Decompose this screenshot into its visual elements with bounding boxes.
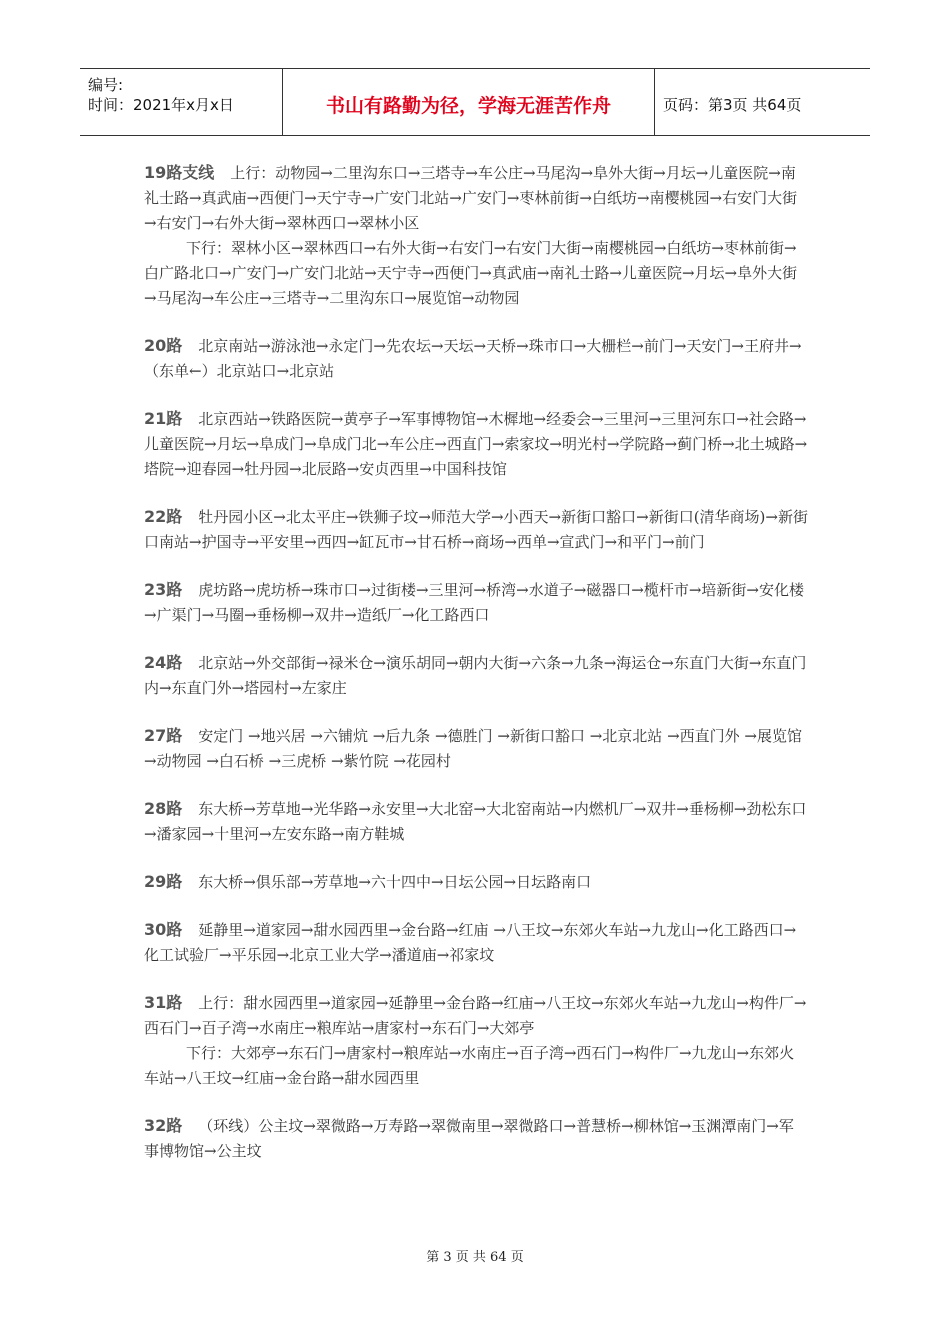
route-line: 上行：动物园→二里沟东口→三塔寺→车公庄→马尾沟→阜外大街→月坛→儿童医院→南礼士路→真武庙→西便门→天宁寺→广安门北站→广安门→枣林前街→白纸坊→南樱桃园→右安门大街→右安门→右外大街→翠林西口→翠林小区: [144, 164, 798, 232]
header-page-label: 页码：第3页 共64页: [663, 95, 802, 114]
route-30: [144, 917, 808, 968]
route-list: [144, 160, 808, 1186]
route-31: [144, 990, 808, 1091]
route-line: 北京西站→铁路医院→黄亭子→军事博物馆→木樨地→经委会→三里河→三里河东口→社会路→儿童医院→月坛→阜成门→阜成门北→车公庄→西直门→索家坟→明光村→学院路→蓟门桥→北土城路→塔院→迎春园→牡丹园→北辰路→安贞西里→中国科技馆: [144, 410, 808, 478]
route-line: 上行：甜水园西里→道家园→延静里→金台路→红庙→八王坟→东郊火车站→九龙山→构件厂→西石门→百子湾→水南庄→粮库站→唐家村→东石门→大郊亭: [144, 994, 807, 1037]
route-32: [144, 1113, 808, 1164]
route-line: 东大桥→俱乐部→芳草地→六十四中→日坛公园→日坛路南口: [198, 873, 592, 891]
route-line: 下行：翠林小区→翠林西口→右外大街→右安门→右安门大街→南樱桃园→白纸坊→枣林前街→白广路北口→广安门→广安门北站→天宁寺→西便门→真武庙→南礼士路→儿童医院→月坛→阜外大街→马尾沟→车公庄→三塔寺→二里沟东口→展览馆→动物园: [144, 239, 798, 307]
route-20: [144, 333, 808, 384]
route-line: 北京站→外交部街→禄米仓→演乐胡同→朝内大街→六条→九条→海运仓→东直门大街→东直门内→东直门外→塔园村→左家庄: [144, 654, 807, 697]
route-name: 27路: [144, 726, 183, 745]
route-name: 29路: [144, 872, 183, 891]
route-name: 24路: [144, 653, 183, 672]
route-name: 21路: [144, 409, 183, 428]
route-27: [144, 723, 808, 774]
route-29: [144, 869, 808, 895]
route-line: 安定门 →地兴居 →六铺炕 →后九条 →德胜门 →新街口豁口 →北京北站 →西直门外 →展览馆 →动物园 →白石桥 →三虎桥 →紫竹院 →花园村: [144, 727, 802, 770]
route-name: 28路: [144, 799, 183, 818]
header-motto: 书山有路勤为径，学海无涯苦作舟: [283, 69, 655, 135]
route-name: 32路: [144, 1116, 183, 1135]
route-24: [144, 650, 808, 701]
number-label: 编号:: [88, 76, 124, 94]
route-line: 东大桥→芳草地→光华路→永安里→大北窑→大北窑南站→内燃机厂→双井→垂杨柳→劲松东口→潘家园→十里河→左安东路→南方鞋城: [144, 800, 807, 843]
route-line: 下行：大郊亭→东石门→唐家村→粮库站→水南庄→百子湾→西石门→构件厂→九龙山→东郊火车站→八王坟→红庙→金台路→甜水园西里: [144, 1044, 795, 1087]
route-21: [144, 406, 808, 482]
route-19-branch: [144, 160, 808, 311]
route-name: 23路: [144, 580, 183, 599]
route-name: 20路: [144, 336, 183, 355]
route-line: 虎坊路→虎坊桥→珠市口→过街楼→三里河→桥湾→水道子→磁器口→榄杆市→培新街→安化楼→广渠门→马圈→垂杨柳→双井→造纸厂→化工路西口: [144, 581, 804, 624]
route-23: [144, 577, 808, 628]
route-line: 北京南站→游泳池→永定门→先农坛→天坛→天桥→珠市口→大栅栏→前门→天安门→王府井→（东单←）北京站口→北京站: [144, 337, 802, 380]
route-line: （环线）公主坟→翠微路→万寿路→翠微南里→翠微路口→普慧桥→柳林馆→玉渊潭南门→军事博物馆→公主坟: [144, 1117, 794, 1160]
route-name: 22路: [144, 507, 183, 526]
route-28: [144, 796, 808, 847]
route-name: 19路支线: [144, 163, 215, 182]
header-meta: [80, 69, 283, 135]
route-name: 31路: [144, 993, 183, 1012]
route-22: [144, 504, 808, 555]
time-label: 时间：2021年x月x日: [88, 96, 234, 114]
route-name: 30路: [144, 920, 183, 939]
route-line: 延静里→道家园→甜水园西里→金台路→红庙 →八王坟→东郊火车站→九龙山→化工路西口→化工试验厂→平乐园→北京工业大学→潘道庙→祁家坟: [144, 921, 797, 964]
route-line: 牡丹园小区→北太平庄→铁狮子坟→师范大学→小西天→新街口豁口→新街口(清华商场)→新街口南站→护国寺→平安里→西四→缸瓦市→甘石桥→商场→西单→宣武门→和平门→前门: [144, 508, 808, 551]
page-header: [80, 68, 870, 136]
page-footer: 第 3 页 共 64 页: [426, 1250, 524, 1265]
